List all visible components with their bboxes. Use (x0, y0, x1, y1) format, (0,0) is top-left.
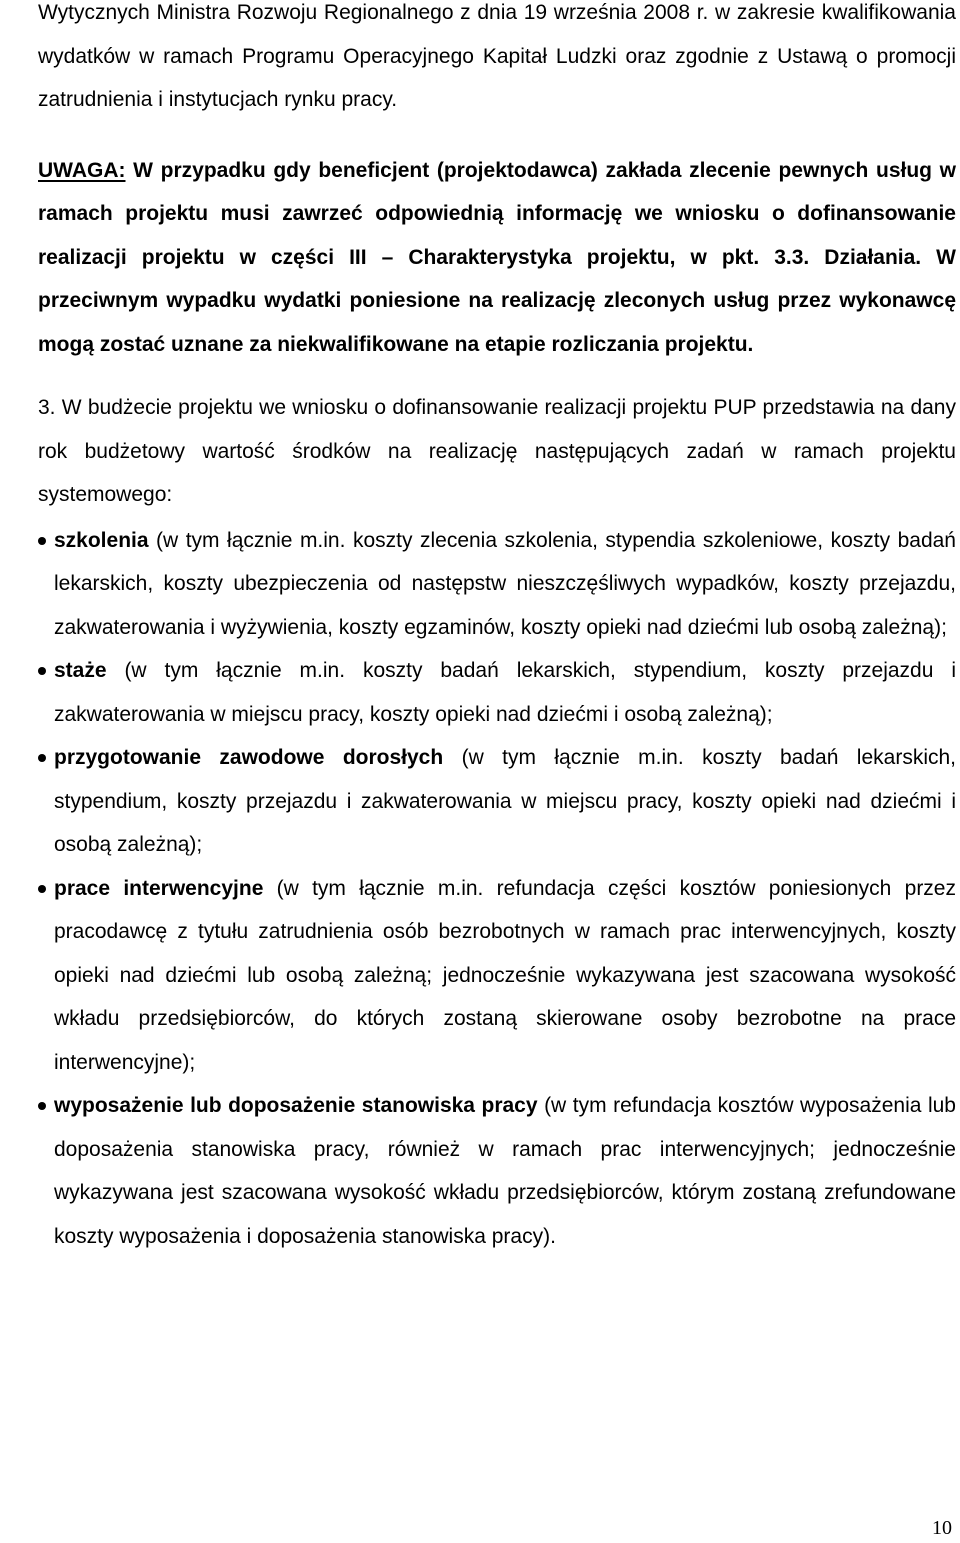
intro-paragraph: Wytycznych Ministra Rozwoju Regionalnego z dnia 19 września 2008 r. w zakresie kwalifikowania wydatków w ramach Programu Operacyjnego Kapitał Ludzki oraz zgodnie z Ustawą o promocji zatrudnienia i instytucjach rynku pracy. (38, 1, 956, 111)
bullet-dot-icon (38, 754, 46, 762)
bullet-item-prace-interwencyjne (38, 867, 956, 1085)
bullet-paragraph (54, 519, 956, 650)
point-3-paragraph: 3. W budżecie projektu we wniosku o dofinansowanie realizacji projektu PUP przedstawia na dany rok budżetowy wartość środków na realizację następujących zadań w ramach projektu systemowego: (38, 396, 956, 506)
bullet-bold-term: szkolenia (54, 528, 149, 552)
bullet-dot-icon (38, 1102, 46, 1110)
bullet-item-przygotowanie-zawodowe (38, 736, 956, 867)
bullet-bold-term: przygotowanie zawodowe dorosłych (54, 746, 444, 769)
bullet-text: (w tym łącznie m.in. koszty badań lekarskich, stypendium, koszty przejazdu i zakwaterowania w miejscu pracy, koszty opieki nad dziećmi i osobą zależną); (54, 746, 956, 856)
document-page (38, 0, 956, 1258)
bullet-dot-icon (38, 537, 46, 545)
bullet-item-wyposazenie (38, 1084, 956, 1258)
uwaga-label: UWAGA: (38, 158, 126, 182)
bullet-dot-icon (38, 667, 46, 675)
uwaga-paragraph (38, 149, 956, 367)
bullet-text: (w tym łącznie m.in. refundacja części kosztów poniesionych przez pracodawcę z tytułu zatrudnienia osób bezrobotnych w ramach prac interwencyjnych, koszty opieki nad dziećmi lub osobą zależną; jednocześnie wykazywana jest szacowana wysokość wkładu przedsiębiorców, do których zostaną skierowane osoby bezrobotne na prace interwencyjne); (54, 876, 956, 1074)
page-number: 10 (932, 1517, 952, 1539)
bullet-item-staze (38, 649, 956, 736)
bullet-bold-term: wyposażenie lub doposażenie stanowiska pracy (54, 1094, 538, 1117)
bullet-text: (w tym refundacja kosztów wyposażenia lub doposażenia stanowiska pracy, również w ramach prac interwencyjnych; jednocześnie wykazywana jest szacowana wysokość wkładu przedsiębiorców, którym zostaną zrefundowane koszty wyposażenia i doposażenia stanowiska pracy). (54, 1094, 956, 1248)
bullet-bold-term: prace interwencyjne (54, 876, 264, 900)
bullet-paragraph (54, 1084, 956, 1258)
bullet-bold-term: staże (54, 659, 107, 682)
bullet-dot-icon (38, 885, 46, 893)
uwaga-text: W przypadku gdy beneficjent (projektodawca) zakłada zlecenie pewnych usług w ramach projektu musi zawrzeć odpowiednią informację we wniosku o dofinansowanie realizacji projektu w części III – Charakterystyka projektu, w pkt. 3.3. Działania. W przeciwnym wypadku wydatki poniesione na realizację zleconych usług przez wykonawcę mogą zostać uznane za niekwalifikowane na etapie rozliczania projektu. (38, 158, 956, 356)
bullet-paragraph (54, 867, 956, 1085)
bullet-paragraph (54, 649, 956, 736)
bullet-text: (w tym łącznie m.in. koszty zlecenia szkolenia, stypendia szkoleniowe, koszty badań lekarskich, koszty ubezpieczenia od następstw nieszczęśliwych wypadków, koszty przejazdu, zakwaterowania i wyżywienia, koszty egzaminów, koszty opieki nad dziećmi lub osobą zależną); (54, 528, 956, 639)
bullet-item-szkolenia (38, 519, 956, 650)
bullet-text: (w tym łącznie m.in. koszty badań lekarskich, stypendium, koszty przejazdu i zakwaterowania w miejscu pracy, koszty opieki nad dziećmi i osobą zależną); (54, 659, 956, 726)
task-bullet-list (38, 519, 956, 1259)
bullet-paragraph (54, 736, 956, 867)
